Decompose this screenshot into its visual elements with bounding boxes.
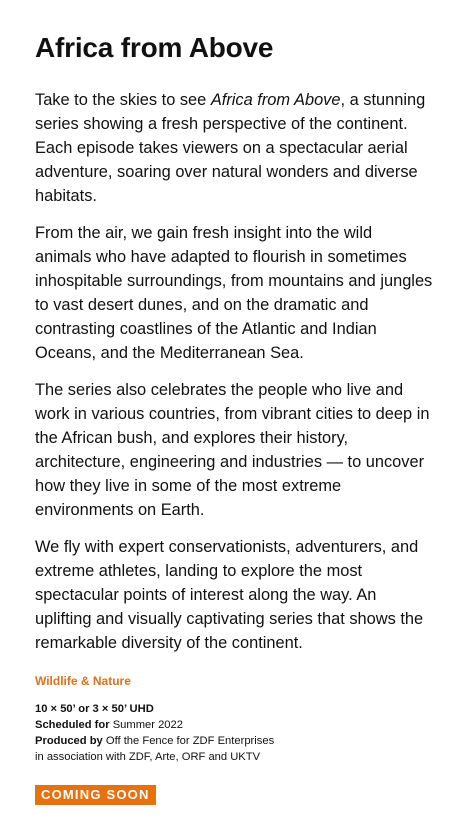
status-badge-wrapper [35,785,433,805]
programme-details [35,701,433,765]
producer-line [35,733,433,749]
series-title-italic: Africa from Above [210,91,341,109]
scheduled-value: Summer 2022 [112,719,183,731]
format-line [35,701,433,717]
paragraph-1-rest: , a stunning series showing a fresh perspective of the continent. Each episode takes viewers on a spectacular aerial adventure, soaring over natural wonders and diverse habitats. [35,91,426,205]
scheduled-label: Scheduled for [35,719,110,731]
association-line: in association with ZDF, Arte, ORF and UKTV [35,751,261,763]
content-column [35,30,433,805]
format-text: 10 × 50’ or 3 × 50’ UHD [35,703,154,715]
paragraph-1-lead: Take to the skies to see [35,91,211,109]
schedule-line [35,717,433,733]
page-title: Africa from Above [35,32,274,63]
genre-category: Wildlife & Nature [35,674,131,688]
coming-soon-badge: COMING SOON [35,785,156,805]
description-paragraph-4: We fly with expert conservationists, adventurers, and extreme athletes, landing to explore the most spectacular points of interest along the way. An uplifting and visually captivating series that shows the remarkable diversity of the continent. [35,538,424,652]
description-paragraph-3: The series also celebrates the people who live and work in various countries, from vibrant cities to deep in the African bush, and explores their history, architecture, engineering and industries — to uncover how they live in some of the most extreme environments on Earth. [35,381,430,519]
description-paragraph-1 [35,88,433,208]
produced-label: Produced by [35,735,103,747]
produced-value: Off the Fence for ZDF Enterprises [105,735,275,747]
description-paragraph-2: From the air, we gain fresh insight into the wild animals who have adapted to flourish in sometimes inhospitable surroundings, from mountains and jungles to vast desert dunes, and on the dramatic and contrasting coastlines of the Atlantic and Indian Oceans, and the Mediterranean Sea. [35,224,433,362]
